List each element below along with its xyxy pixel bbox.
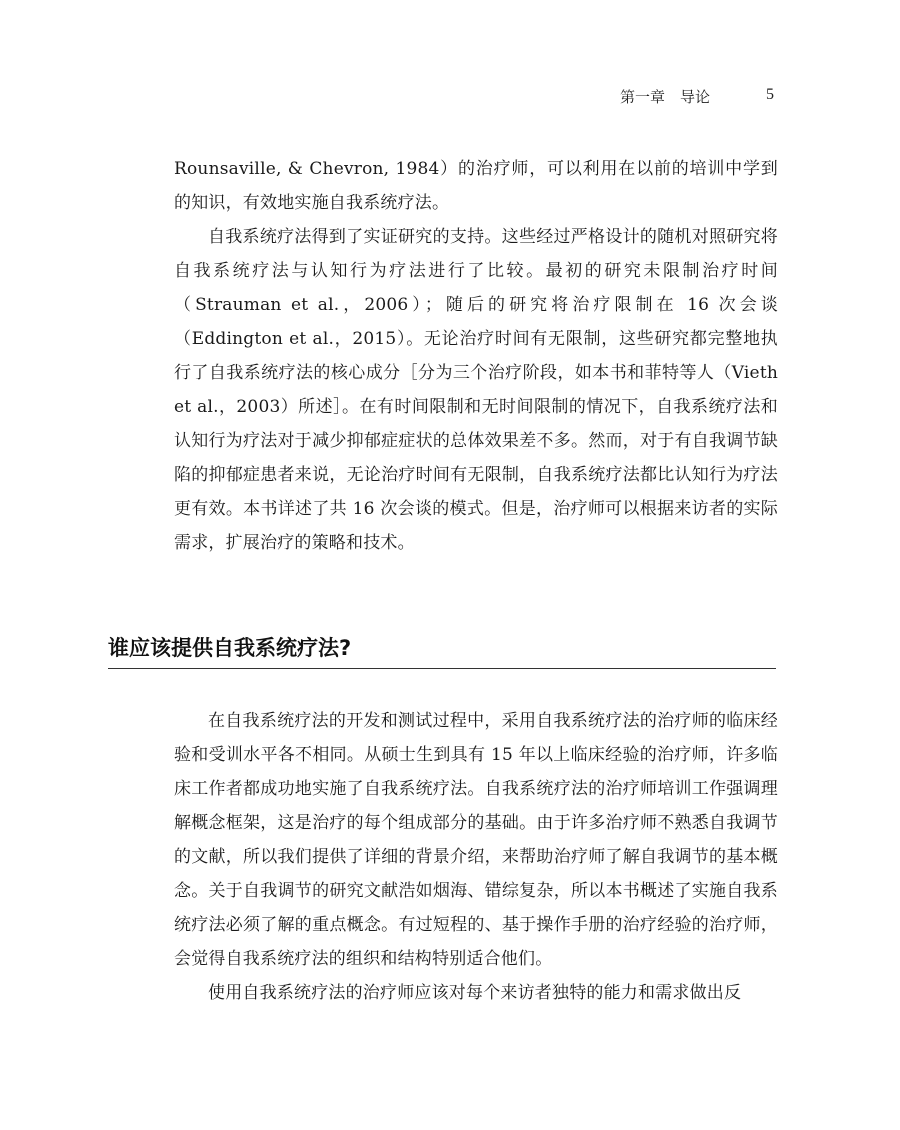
body-text-section-2 (174, 704, 778, 1010)
paragraph: 使用自我系统疗法的治疗师应该对每个来访者独特的能力和需求做出反 (208, 983, 742, 1003)
running-header (0, 84, 900, 108)
paragraph: Rounsaville, & Chevron, 1984）的治疗师，可以利用在以前的培训中学到的知识，有效地实施自我系统疗法。 (174, 159, 778, 213)
page-number: 5 (766, 86, 774, 103)
paragraph: 自我系统疗法得到了实证研究的支持。这些经过严格设计的随机对照研究将自我系统疗法与认知行为疗法进行了比较。最初的研究未限制治疗时间（Strauman et al.，2006）；随后的研究将治疗限制在 16 次会谈（Eddington et al.，2015）。无论治疗时间有无限制，这些研究都完整地执行了自我系统疗法的核心成分［分为三个治疗阶段，如本书和菲特等人（Vieth et al.，2003）所述］。在有时间限制和无时间限制的情况下，自我系统疗法和认知行为疗法对于减少抑郁症症状的总体效果差不多。然而，对于有自我调节缺陷的抑郁症患者来说，无论治疗时间有无限制，自我系统疗法都比认知行为疗法更有效。本书详述了共 16 次会谈的模式。但是，治疗师可以根据来访者的实际需求，扩展治疗的策略和技术。 (174, 227, 778, 553)
paragraph: 在自我系统疗法的开发和测试过程中，采用自我系统疗法的治疗师的临床经验和受训水平各不相同。从硕士生到具有 15 年以上临床经验的治疗师，许多临床工作者都成功地实施了自我系统疗法。自我系统疗法的治疗师培训工作强调理解概念框架，这是治疗的每个组成部分的基础。由于许多治疗师不熟悉自我调节的文献，所以我们提供了详细的背景介绍，来帮助治疗师了解自我调节的基本概念。关于自我调节的研究文献浩如烟海、错综复杂，所以本书概述了实施自我系统疗法必须了解的重点概念。有过短程的、基于操作手册的治疗经验的治疗师，会觉得自我系统疗法的组织和结构特别适合他们。 (174, 711, 778, 969)
section-heading: 谁应该提供自我系统疗法? (108, 632, 776, 669)
body-text-section-1 (174, 152, 778, 560)
chapter-title: 第一章 导论 (620, 88, 711, 106)
